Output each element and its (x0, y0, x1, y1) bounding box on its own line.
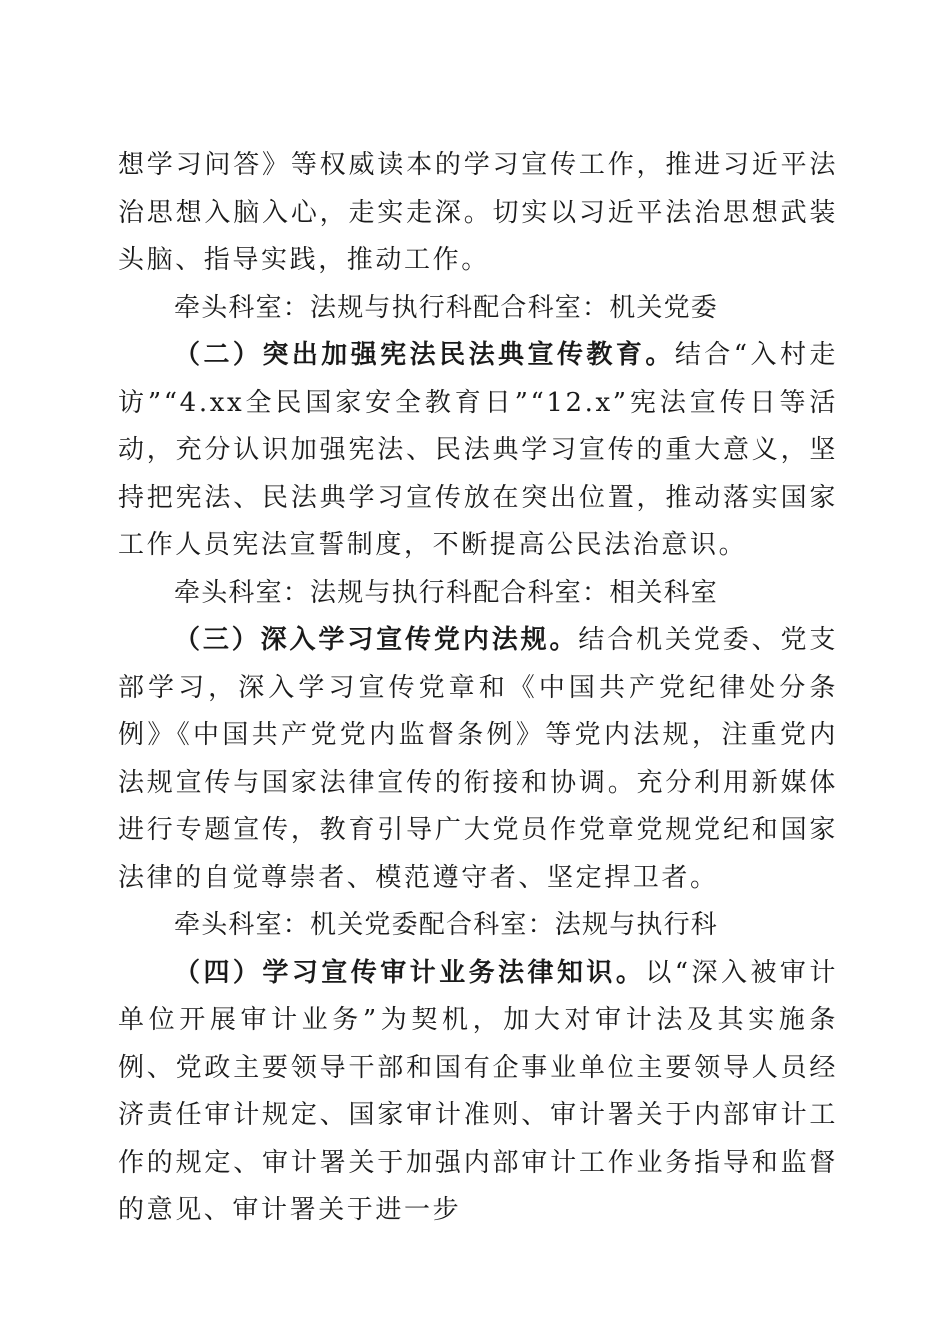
paragraph-party-regulations (118, 617, 838, 902)
paragraph-text: 结合“入村走访”“4.xx全民国家安全教育日”“12.x”宪法宣传日等活动，充分认识加强宪法、民法典学习宣传的重大意义，坚持把宪法、民法典学习宣传放在突出位置，推动落实国家工作人员宪法宣誓制度，不断提高公民法治意识。 (118, 340, 838, 560)
paragraph-text: 想学习问答》等权威读本的学习宣传工作，推进习近平法治思想入脑入心，走实走深。切实以习近平法治思想武装头脑、指导实践，推动工作。 (118, 150, 838, 275)
responsibility-line (118, 902, 838, 950)
paragraph-heading: （二）突出加强宪法民法典宣传教育。 (174, 340, 675, 370)
responsibility-text: 牵头科室：法规与执行科配合科室：机关党委 (174, 292, 719, 323)
paragraph-continuation (118, 142, 838, 285)
responsibility-text: 牵头科室：法规与执行科配合科室：相关科室 (174, 577, 719, 608)
paragraph-text: 结合机关党委、党支部学习，深入学习宣传党章和《中国共产党纪律处分条例》《中国共产党党内监督条例》等党内法规，注重党内法规宣传与国家法律宣传的衔接和协调。充分利用新媒体进行专题宣传，教育引导广大党员作党章党规党纪和国家法律的自觉尊崇者、模范遵守者、坚定捍卫者。 (118, 625, 838, 893)
paragraph-text: 以“深入被审计单位开展审计业务”为契机，加大对审计法及其实施条例、党政主要领导干部和国有企事业单位主要领导人员经济责任审计规定、国家审计准则、审计署关于内部审计工作的规定、审计署关于加强内部审计工作业务指导和监督的意见、审计署关于进一步 (118, 957, 838, 1225)
paragraph-heading: （四）学习宣传审计业务法律知识。 (174, 957, 646, 988)
paragraph-audit-law (118, 950, 838, 1235)
responsibility-line (118, 285, 838, 333)
paragraph-constitution-education (118, 332, 838, 570)
document-body (118, 142, 838, 1235)
responsibility-line (118, 570, 838, 618)
responsibility-text: 牵头科室：机关党委配合科室：法规与执行科 (174, 910, 719, 940)
paragraph-heading: （三）深入学习宣传党内法规。 (174, 625, 579, 655)
